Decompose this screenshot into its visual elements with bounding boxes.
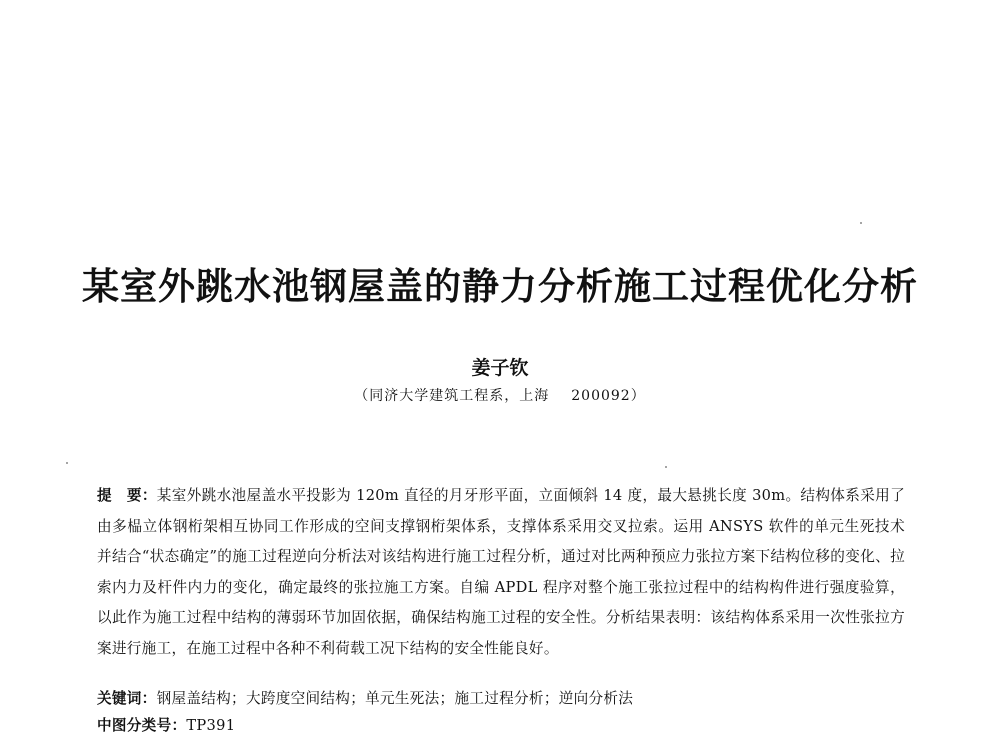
paper-title: 某室外跳水池钢屋盖的静力分析施工过程优化分析 [82,265,918,308]
classification-code: TP391 [186,717,236,734]
affiliation-postcode: 200092 [571,388,631,404]
keywords-label: 关键词： [97,690,157,707]
abstract [97,481,905,664]
affiliation-institution: 同济大学建筑工程系，上海 [369,388,550,404]
affiliation-open-paren: （ [354,388,370,404]
abstract-label: 提 要： [97,487,157,504]
scan-speck [66,462,68,464]
keywords [97,687,633,711]
scan-speck [665,466,667,468]
affiliation-close-paren: ） [630,388,646,404]
author-affiliation [0,385,1000,407]
author-name: 姜子钦 [471,357,529,379]
keywords-text: 钢屋盖结构；大跨度空间结构；单元生死法；施工过程分析；逆向分析法 [156,690,634,707]
abstract-text: 某室外跳水池屋盖水平投影为 120m 直径的月牙形平面，立面倾斜 14 度，最大悬挑长度 30m。结构体系采用了由多榀立体钢桁架相互协同工作形成的空间支撑钢桁架体系，支撑体系采用交叉拉索。运用 ANSYS 软件的单元生死技术并结合“状态确定”的施工过程逆向分析法对该结构进行施工过程分析，通过对比两种预应力张拉方案下结构位移的变化、拉索内力及杆件内力的变化，确定最终的张拉施工方案。自编 APDL 程序对整个施工张拉过程中的结构构件进行强度验算，以此作为施工过程中结构的薄弱环节加固依据，确保结构施工过程的安全性。分析结果表明：该结构体系采用一次性张拉方案进行施工，在施工过程中各种不利荷载工况下结构的安全性能良好。 [97,487,905,657]
classification-label: 中图分类号： [97,717,187,734]
scan-speck [860,222,862,224]
classification-number [97,714,235,738]
